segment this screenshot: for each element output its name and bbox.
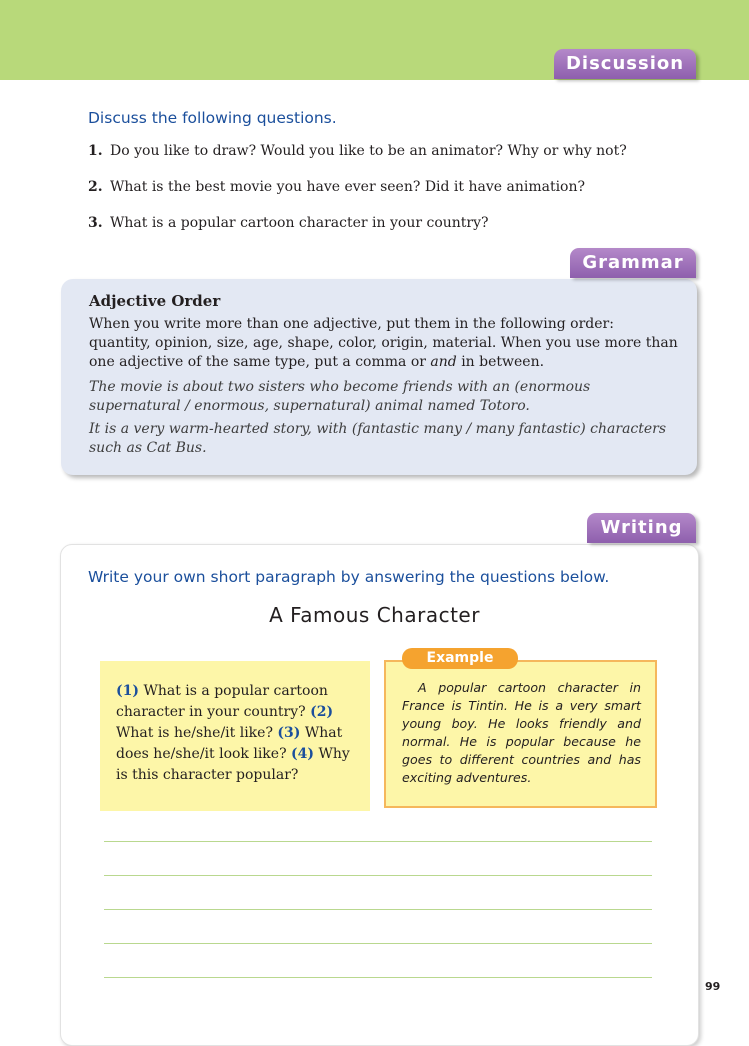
writing-line[interactable]	[104, 909, 652, 910]
discussion-question	[88, 143, 708, 179]
prompt-number: (3)	[277, 725, 301, 741]
grammar-example-1: The movie is about two sisters who become friends with an (enormous supernatural / enormous, supernatural) animal named Totoro.	[89, 379, 591, 414]
question-number: 2.	[88, 179, 103, 195]
prompt-number: (4)	[291, 746, 315, 762]
writing-line[interactable]	[104, 875, 652, 876]
writing-tab: Writing	[587, 513, 696, 543]
example-label: Example	[402, 648, 518, 669]
question-number: 3.	[88, 215, 103, 231]
example-box	[384, 660, 657, 808]
prompt-text: What does he/she/it look like?	[116, 725, 343, 762]
prompt-number: (1)	[116, 683, 139, 699]
grammar-tab: Grammar	[570, 248, 696, 278]
prompt-text: What is he/she/it like?	[116, 725, 273, 741]
writing-line[interactable]	[104, 841, 652, 842]
writing-line[interactable]	[104, 943, 652, 944]
prompt-questions-box	[100, 661, 370, 811]
paragraph-title: A Famous Character	[269, 603, 480, 627]
discussion-instruction: Discuss the following questions.	[88, 109, 337, 127]
prompt-number: (2)	[310, 704, 334, 720]
prompt-text: What is a popular cartoon character in your country?	[116, 683, 328, 720]
discussion-question-list	[88, 143, 708, 251]
question-text: Do you like to draw? Would you like to be an animator? Why or why not?	[110, 143, 627, 159]
discussion-question	[88, 179, 708, 215]
writing-line[interactable]	[104, 977, 652, 978]
grammar-example-2: It is a very warm-hearted story, with (fantastic many / many fantastic) characters such as Cat Bus.	[89, 421, 667, 456]
question-text: What is a popular cartoon character in your country?	[110, 215, 489, 231]
discussion-question	[88, 215, 708, 251]
question-number: 1.	[88, 143, 103, 159]
grammar-explanation: When you write more than one adjective, put them in the following order: quantity, opinion, size, age, shape, color, origin, material. When you use more than one adjective of the same type, put a comma or and in between.	[89, 316, 678, 370]
page-number: 99	[705, 980, 721, 993]
grammar-title: Adjective Order	[89, 292, 221, 310]
question-text: What is the best movie you have ever seen? Did it have animation?	[110, 179, 586, 195]
prompt-text: Why is this character popular?	[116, 746, 350, 783]
writing-instruction: Write your own short paragraph by answering the questions below.	[88, 568, 610, 586]
writing-lines	[104, 826, 652, 978]
example-paragraph: A popular cartoon character in France is Tintin. He is a very smart young boy. He looks friendly and normal. He is popular because he goes to different countries and has exciting adventures.	[402, 680, 641, 785]
grammar-box	[61, 279, 697, 475]
discussion-tab: Discussion	[554, 49, 696, 79]
